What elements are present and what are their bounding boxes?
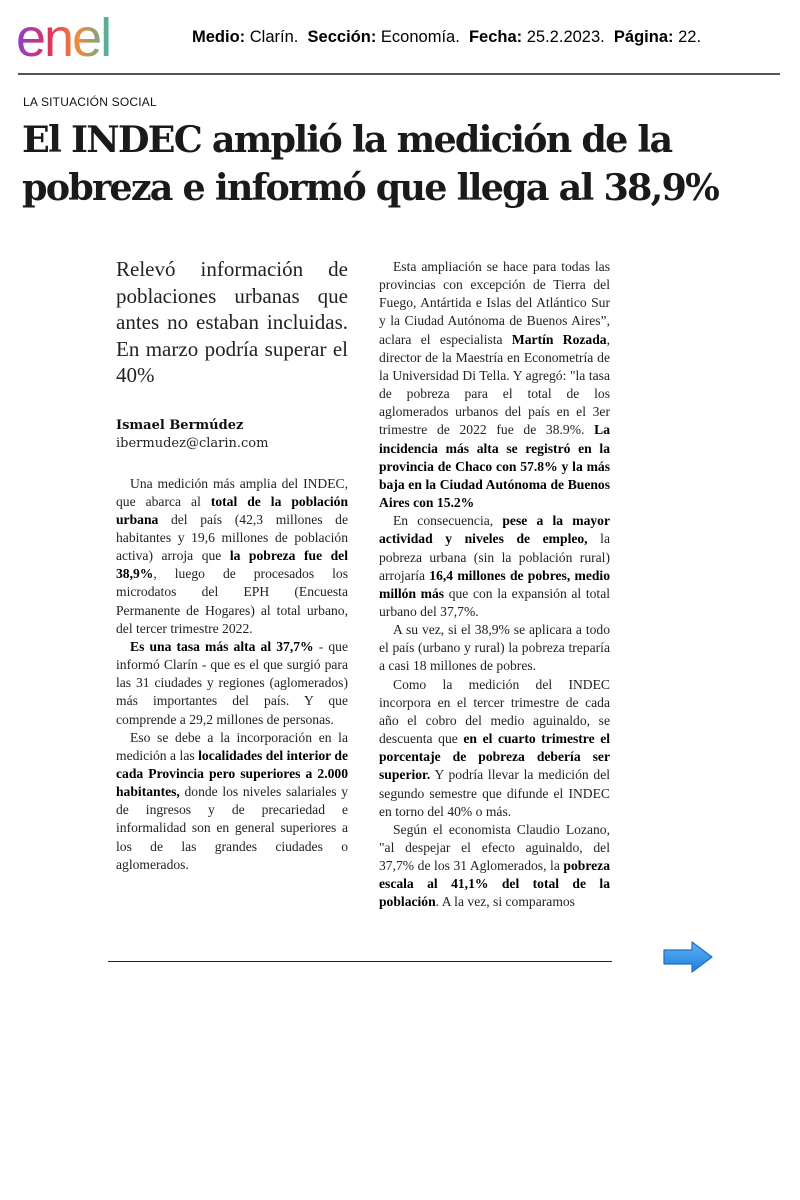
paragraph-7: Como la medición del INDEC incorpora en el tercer trimestre de cada año el cobro del medio aguinaldo, se descuenta que en el cuarto trimestre el porcentaje de pobreza debería ser superior. Y podría llevar la medición del segundo semestre que difunde el INDEC en torno del 40% o más.	[379, 676, 610, 819]
article-column-1	[116, 256, 348, 874]
paragraph-4: Esta ampliación se hace para todas las provincias con excepción de Tierra del Fuego, Antártida e Islas del Atlántico Sur y la Ciudad Autónoma de Buenos Aires”, aclara el especialista Martín Rozada, director de la Maestría en Econometría de la Universidad Di Tella. Y agregó: "la tasa de pobreza para el total de los aglomerados urbanos del país en el 3er trimestre de 2022 fue de 38.9%. La incidencia más alta se registró en la provincia de Chaco con 57.8% y la más baja en la Ciudad Autónoma de Buenos Aires con 15.2%	[379, 259, 610, 511]
paragraph-3: Eso se debe a la incorporación en la medición a las localidades del interior de cada Provincia pero superiores a 2.000 habitantes, donde los niveles salariales y de ingresos y de precariedad e informalidad son en general superiores a los de las grandes ciudades o aglomerados.	[116, 729, 349, 872]
headline	[22, 116, 792, 212]
seccion-label: Sección:	[307, 28, 377, 46]
fecha-label: Fecha:	[468, 28, 523, 46]
pagina-value: 22.	[678, 28, 702, 46]
author-name: Ismael Bermúdez	[116, 417, 244, 433]
paragraph-5: En consecuencia, pese a la mayor actividad y niveles de empleo, la pobreza urbana (sin la población rural) arrojaría 16,4 millones de pobres, medio millón más que con la expansión al total urbano del 37,7%.	[379, 513, 611, 619]
author-email: ibermudez@clarin.com	[116, 435, 269, 451]
svg-text:enel: enel	[16, 14, 111, 66]
seccion-value: Economía.	[380, 28, 460, 46]
article-column-2	[379, 258, 610, 912]
pagina-label: Página:	[613, 28, 674, 46]
headline-line-2: pobreza e informó que llega al 38,9%	[22, 166, 719, 209]
medio-value: Clarín.	[249, 28, 299, 46]
press-clipping-metadata	[192, 28, 701, 47]
paragraph-2: Es una tasa más alta al 37,7% - que informó Clarín - que es el que surgió para las 31 ciudades y regiones (aglomerados) más importantes del país. Y que comprende a 29,2 millones de personas.	[116, 638, 349, 727]
section-label: LA SITUACIÓN SOCIAL	[23, 95, 157, 109]
enel-logo	[16, 14, 168, 66]
arrow-right-icon[interactable]	[662, 940, 714, 974]
headline-line-1: El INDEC amplió la medición de la	[22, 118, 672, 161]
header-divider	[18, 73, 780, 75]
paragraph-8: Según el economista Claudio Lozano, "al despejar el efecto aguinaldo, del 37,7% de los 31 Aglomerados, la pobreza escala al 41,1% del total de la población. A la vez, si comparamos	[379, 821, 610, 910]
paragraph-6: A su vez, si el 38,9% se aplicara a todo el país (urbano y rural) la pobreza treparía a casi 18 millones de pobres.	[379, 622, 610, 674]
fecha-value: 25.2.2023.	[526, 28, 605, 46]
article-bottom-divider	[108, 961, 612, 962]
paragraph-1: Una medición más amplia del INDEC, que abarca al total de la población urbana del país (42,3 millones de habitantes y 19,6 millones de población activa) arroja que la pobreza fue del 38,9%, luego de procesados los microdatos del EPH (Encuesta Permanente de Hogares) al total urbano, del tercer trimestre 2022.	[116, 475, 348, 636]
medio-label: Medio:	[192, 28, 246, 46]
deck: Relevó información de poblaciones urbanas que antes no estaban incluidas. En marzo podría superar el 40%	[116, 257, 348, 387]
